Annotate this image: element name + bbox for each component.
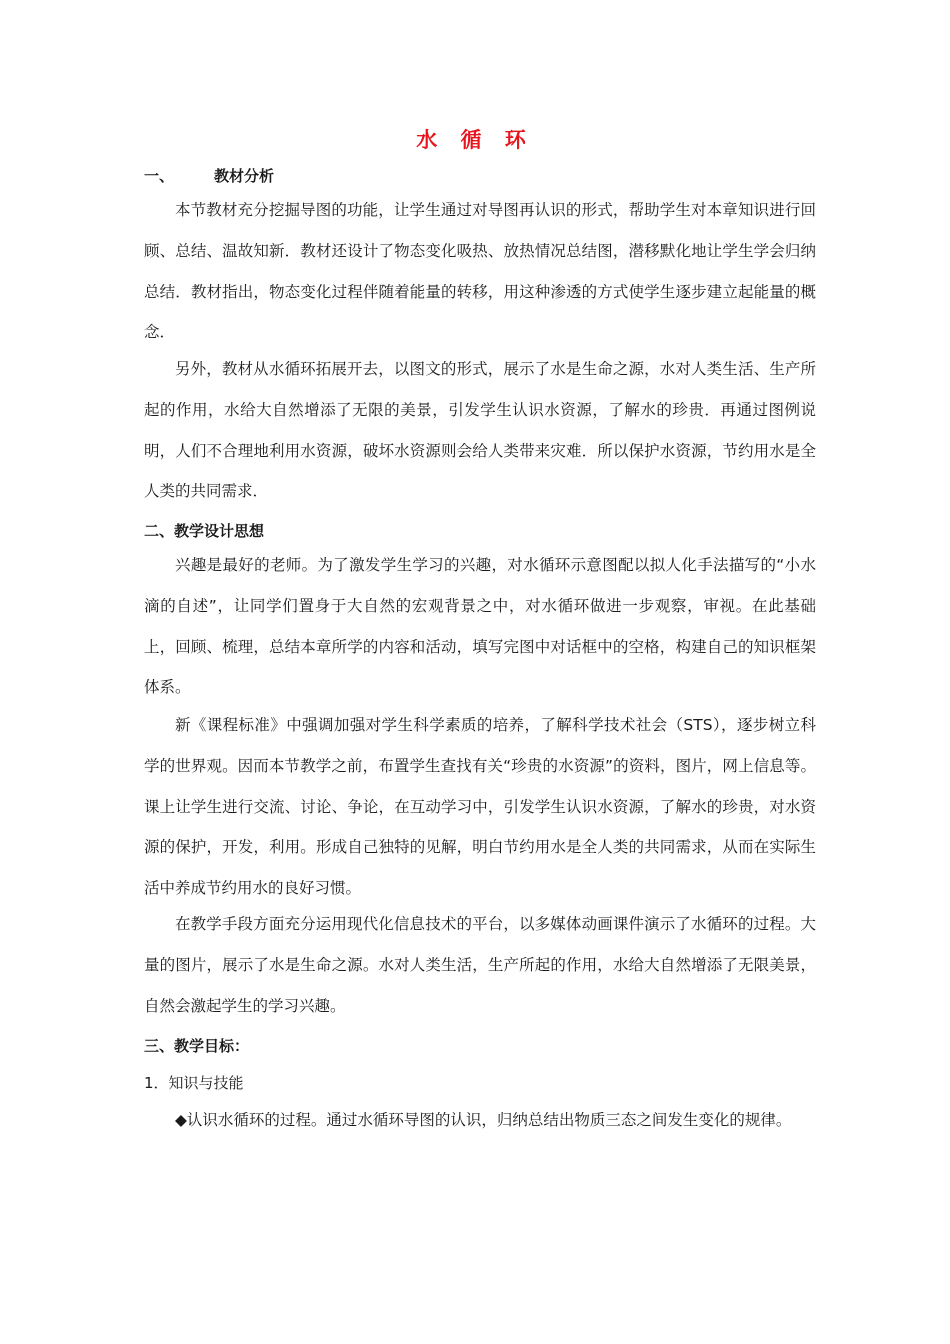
section-title: 教材分析 — [214, 167, 275, 185]
paragraph: 兴趣是最好的老师。为了激发学生学习的兴趣，对水循环示意图配以拟人化手法描写的“小水滴的自述”，让同学们置身于大自然的宏观背景之中，对水循环做进一步观察，审视。在此基础上，回顾、梳理，总结本章所学的内容和活动，填写完图中对话框中的空格，构建自己的知识框架体系。 — [144, 556, 816, 697]
section-heading-design-ideas: 二、教学设计思想 — [144, 522, 265, 540]
document-title: 水 循 环 — [416, 128, 534, 152]
section-heading-teaching-goals: 三、教学目标： — [144, 1037, 250, 1055]
section-number: 一、 — [144, 167, 175, 185]
section-heading-materials-analysis — [144, 165, 274, 186]
paragraph: 另外，教材从水循环拓展开去，以图文的形式，展示了水是生命之源，水对人类生活、生产所起的作用，水给大自然增添了无限的美景，引发学生认识水资源，了解水的珍贵．再通过图例说明，人们不合理地利用水资源，破坏水资源则会给人类带来灾难．所以保护水资源，节约用水是全人类的共同需求． — [144, 360, 816, 501]
paragraph: 本节教材充分挖掘导图的功能，让学生通过对导图再认识的形式，帮助学生对本章知识进行回顾、总结、温故知新．教材还设计了物态变化吸热、放热情况总结图，潜移默化地让学生学会归纳总结．教材指出，物态变化过程伴随着能量的转移，用这种渗透的方式使学生逐步建立起能量的概念． — [144, 201, 816, 342]
paragraph: ◆认识水循环的过程。通过水循环导图的认识，归纳总结出物质三态之间发生变化的规律。 — [175, 1111, 792, 1129]
paragraph: 在教学手段方面充分运用现代化信息技术的平台，以多媒体动画课件演示了水循环的过程。大量的图片，展示了水是生命之源。水对人类生活，生产所起的作用，水给大自然增添了无限美景，自然会激起学生的学习兴趣。 — [144, 915, 816, 1015]
paragraph: 新《课程标准》中强调加强对学生科学素质的培养，了解科学技术社会（STS），逐步树立科学的世界观。因而本节教学之前，布置学生查找有关“珍贵的水资源”的资料，图片，网上信息等。课上让学生进行交流、讨论、争论，在互动学习中，引发学生认识水资源，了解水的珍贵，对水资源的保护，开发，利用。形成自己独特的见解，明白节约用水是全人类的共同需求，从而在实际生活中养成节约用水的良好习惯。 — [144, 716, 816, 898]
subsection-heading-knowledge-skills: 1．知识与技能 — [144, 1074, 244, 1092]
